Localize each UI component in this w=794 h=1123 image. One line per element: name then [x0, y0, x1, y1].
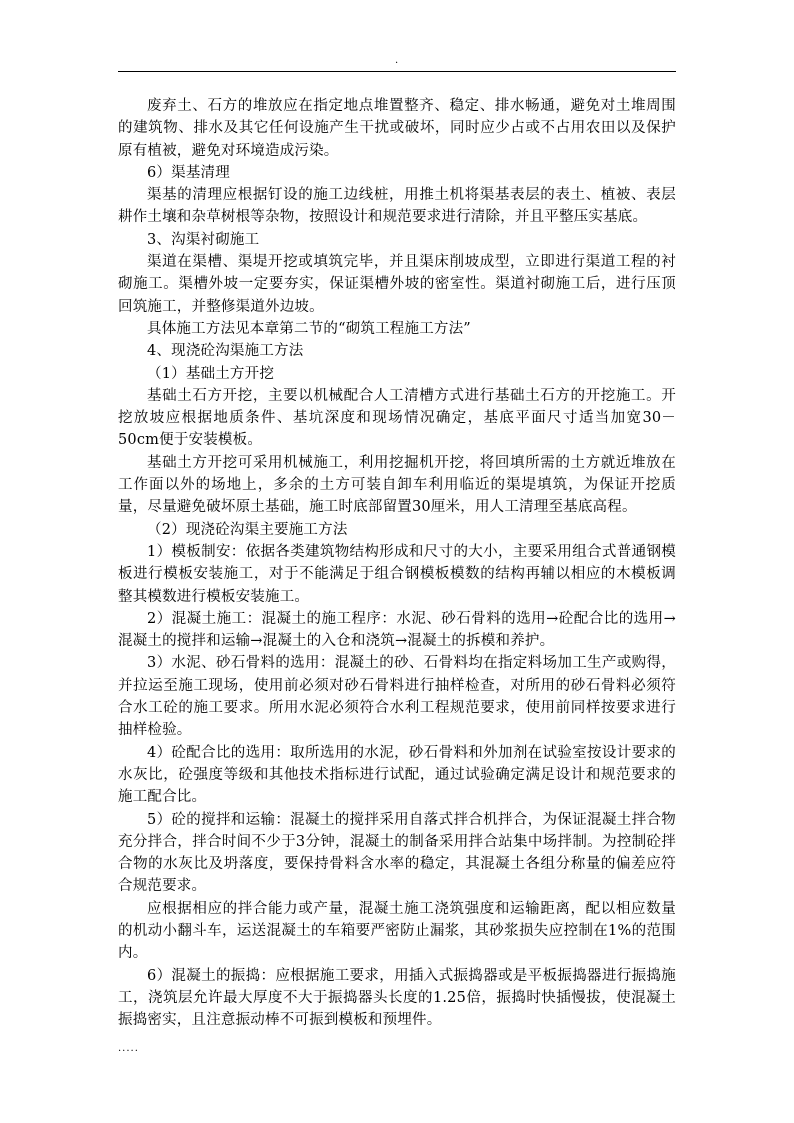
paragraph-ditch-lining: 渠道在渠槽、渠堤开挖或填筑完毕，并且渠床削坡成型，立即进行渠道工程的衬砌施工。渠槽外坡一定要夯实，保证渠槽外坡的密室性。渠道衬砌施工后，进行压顶回筑施工，并整修渠道外边坡。 [118, 254, 676, 315]
paragraph-formwork: 1）模板制安：依据各类建筑物结构形成和尺寸的大小，主要采用组合式普通钢模板进行模板安装施工，对于不能满足于组合钢模板模数的结构再辅以相应的木模板调整其模数进行模板安装施工。 [118, 543, 676, 605]
paragraph-mixing-transport: 5）砼的搅拌和运输：混凝土的搅拌采用自落式拌合机拌合，为保证混凝土拌合物充分拌合，拌合时间不少于3分钟，混凝土的制备采用拌合站集中场拌制。为控制砼拌合物的水灰比及坍落度，要保持骨料含水率的稳定，其混凝土各组分称量的偏差应符合规范要求。 [118, 811, 676, 895]
document-body [118, 95, 676, 1031]
paragraph-method-reference: 具体施工方法见本章第二节的“砌筑工程施工方法” [147, 320, 471, 337]
paragraph-transport-capacity: 应根据相应的拌合能力或产量，混凝土施工浇筑强度和运输距离，配以相应数量的机动小翻斗车，运送混凝土的车箱要严密防止漏浆，其砂浆损失应控制在1%的范围内。 [118, 900, 676, 962]
paragraph-vibration: 6）混凝土的振捣：应根据施工要求，用插入式振捣器或是平板振捣器进行振捣施工，浇筑层允许最大厚度不大于振捣器头长度的1.25倍，振捣时快插慢拔，使混凝土振捣密实，且注意振动棒不可振到模板和预埋件。 [118, 967, 676, 1029]
heading-main-methods: （2）现浇砼沟渠主要施工方法 [147, 521, 348, 538]
paragraph-canal-base-cleaning: 渠基的清理应根据钉设的施工边线桩，用推土机将渠基表层的表土、植被、表层耕作土壤和杂草树根等杂物，按照设计和规范要求进行清除，并且平整压实基底。 [118, 187, 676, 226]
paragraph-concrete-procedure: 2）混凝土施工：混凝土的施工程序：水泥、砂石骨料的选用→砼配合比的选用→混凝土的搅拌和运输→混凝土的入仓和浇筑→混凝土的拆模和养护。 [118, 610, 676, 650]
heading-foundation-excavation: （1）基础土方开挖 [147, 365, 275, 382]
header-rule [118, 71, 676, 72]
heading-canal-base-cleaning: 6）渠基清理 [147, 164, 230, 181]
heading-cast-in-place: 4、现浇砼沟渠施工方法 [147, 343, 304, 360]
paragraph-materials-selection: 3）水泥、砂石骨料的选用：混凝土的砂、石骨料均在指定料场加工生产或购得，并拉运至施工现场，使用前必须对砂石骨料进行抽样检查，对所用的砂石骨料必须符合水工砼的施工要求。所用水泥必须符合水利工程规范要求，使用前同样按要求进行抽样检验。 [118, 655, 676, 739]
paragraph-waste-disposal: 废弃土、石方的堆放应在指定地点堆置整齐、稳定、排水畅通，避免对土堆周围的建筑物、排水及其它任何设施产生干扰或破坏，同时应少占或不占用农田以及保护原有植被，避免对环境造成污染。 [118, 98, 676, 159]
paragraph-excavation-method: 基础土石方开挖，主要以机械配合人工清槽方式进行基础土石方的开挖施工。开挖放坡应根据地质条件、基坑深度和现场情况确定，基底平面尺寸适当加宽30－50cm便于安装模板。 [118, 387, 676, 449]
header-mark: . [395, 55, 399, 66]
heading-ditch-lining: 3、沟渠衬砌施工 [147, 231, 260, 248]
paragraph-mix-proportion: 4）砼配合比的选用：取所选用的水泥，砂石骨料和外加剂在试验室按设计要求的水灰比，砼强度等级和其他技术指标进行试配，通过试验确定满足设计和规范要求的施工配合比。 [118, 744, 676, 806]
paragraph-excavation-machinery: 基础土方开挖可采用机械施工，利用挖掘机开挖，将回填所需的土方就近堆放在工作面以外的场地上，多余的土方可装自卸车利用临近的渠堤填筑，为保证开挖质量，尽量避免破坏原土基础，施工时底部留置30厘米，用人工清理至基底高程。 [118, 454, 676, 516]
footer-mark: ..... [118, 1043, 139, 1054]
